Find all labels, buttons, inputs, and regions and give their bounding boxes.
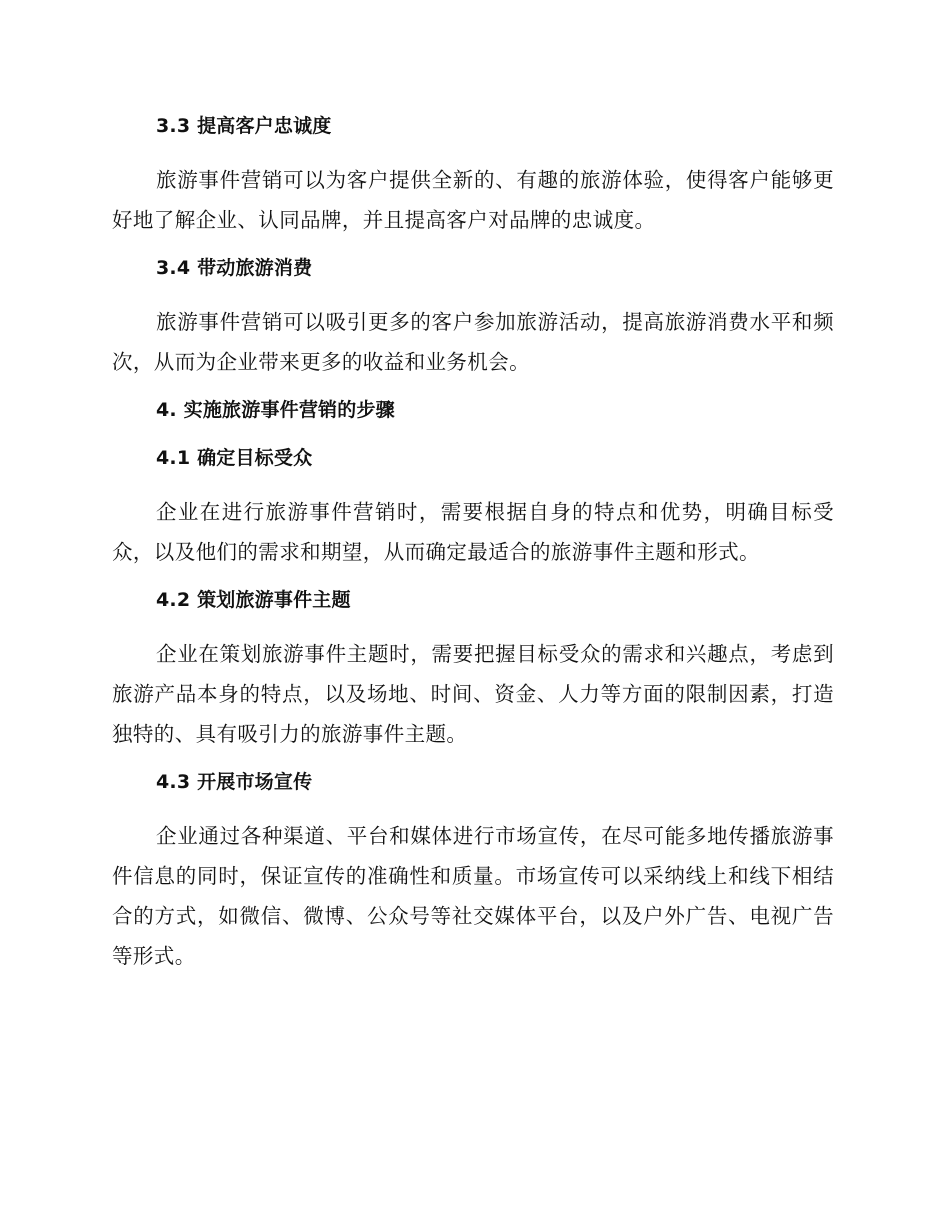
section-heading-3-3: 3.3 提高客户忠诚度 [156,115,332,137]
section-paragraph-3-4: 旅游事件营销可以吸引更多的客户参加旅游活动，提高旅游消费水平和频次，从而为企业带来更多的收益和业务机会。 [112,310,834,374]
section-paragraph-3-3: 旅游事件营销可以为客户提供全新的、有趣的旅游体验，使得客户能够更好地了解企业、认同品牌，并且提高客户对品牌的忠诚度。 [112,168,834,232]
section-heading-4-2: 4.2 策划旅游事件主题 [156,589,351,611]
section-heading-4-1: 4.1 确定目标受众 [156,447,313,469]
section-heading-4-3: 4.3 开展市场宣传 [156,771,313,793]
section-paragraph-4-3: 企业通过各种渠道、平台和媒体进行市场宣传，在尽可能多地传播旅游事件信息的同时，保证宣传的准确性和质量。市场宣传可以采纳线上和线下相结合的方式，如微信、微博、公众号等社交媒体平台，以及户外广告、电视广告等形式。 [112,824,834,968]
section-paragraph-4-2: 企业在策划旅游事件主题时，需要把握目标受众的需求和兴趣点，考虑到旅游产品本身的特点，以及场地、时间、资金、人力等方面的限制因素，打造独特的、具有吸引力的旅游事件主题。 [112,642,834,746]
section-paragraph-4-1: 企业在进行旅游事件营销时，需要根据自身的特点和优势，明确目标受众，以及他们的需求和期望，从而确定最适合的旅游事件主题和形式。 [112,500,834,564]
section-heading-3-4: 3.4 带动旅游消费 [156,257,313,279]
document-page [112,100,834,976]
section-heading-4: 4. 实施旅游事件营销的步骤 [156,399,395,421]
